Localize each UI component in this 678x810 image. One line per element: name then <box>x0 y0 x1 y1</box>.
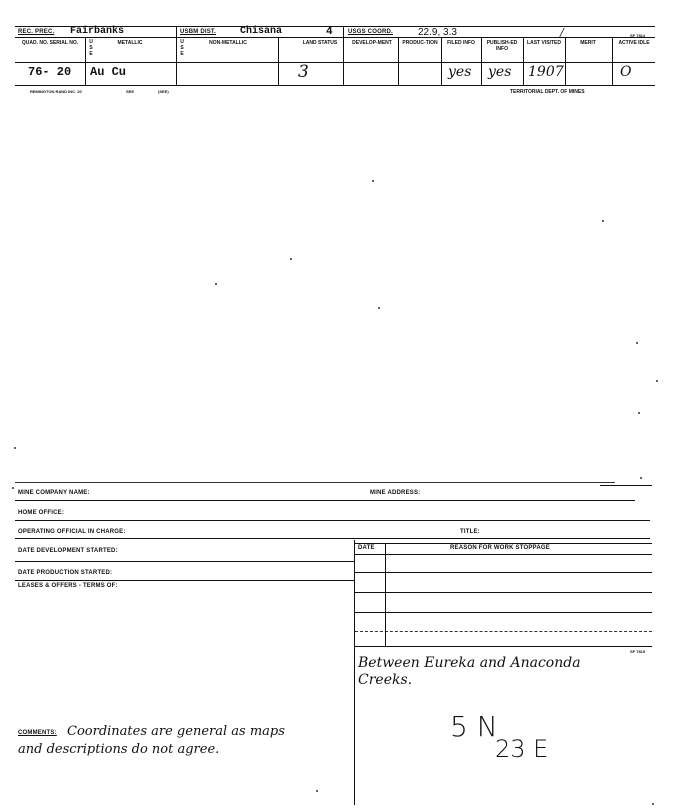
form-number: SF 7814 <box>630 33 646 38</box>
home-office-label: HOME OFFICE: <box>18 510 65 516</box>
metallic-header: METALLIC <box>117 40 143 46</box>
mine-address-label: MINE ADDRESS: <box>370 490 421 496</box>
leases-label: LEASES & OFFERS - TERMS OF: <box>18 583 118 589</box>
mine-company-name-label: MINE COMPANY NAME: <box>18 490 90 496</box>
see-label-2: (SEE) <box>158 89 169 94</box>
rec-prec-value: Fairbanks <box>70 26 125 37</box>
range-note: 23 E <box>495 735 549 763</box>
usbm-dist-value: Chisana <box>240 26 283 37</box>
published-info-value: yes <box>488 64 512 80</box>
usbm-dist-label: USBM DIST. <box>180 29 217 35</box>
operating-official-label: OPERATING OFFICIAL IN CHARGE: <box>18 529 126 535</box>
location-note-line-2: Creeks. <box>358 672 413 688</box>
last-visited-value: 1907 <box>528 64 564 80</box>
usgs-coord-mark: / <box>560 26 564 39</box>
date-column-header: DATE <box>358 545 375 551</box>
reason-column-header: REASON FOR WORK STOPPAGE <box>450 545 550 551</box>
use-metallic-header: U S E <box>89 39 93 57</box>
see-label: SEE <box>126 89 135 94</box>
quad-serial-value: 76- 20 <box>28 65 72 79</box>
rec-prec-label: REC. PREC. <box>18 29 55 35</box>
department-label: TERRITORIAL DEPT. OF MINES <box>510 89 585 95</box>
land-status-header: LAND STATUS <box>302 40 338 46</box>
active-idle-header: ACTIVE IDLE <box>618 40 650 46</box>
date-production-label: DATE PRODUCTION STARTED: <box>18 570 113 576</box>
metallic-value: Au Cu <box>90 65 127 79</box>
printer-label: REMINGTON RAND INC. 20 <box>30 89 82 94</box>
location-note-line-1: Between Eureka and Anaconda <box>358 655 581 671</box>
production-header: PRODUC-TION <box>402 40 438 46</box>
date-development-label: DATE DEVELOPMENT STARTED: <box>18 548 118 554</box>
comments-text-line-2: and descriptions do not agree. <box>18 742 220 757</box>
comments-text-line-1: Coordinates are general as maps <box>67 724 285 739</box>
merit-header: MERIT <box>580 40 596 46</box>
township-note: 5 N <box>450 710 498 743</box>
land-status-value: 3 <box>298 62 309 82</box>
nonmetallic-header: NON-METALLIC <box>209 40 247 46</box>
usgs-coord-value: 22.9, 3.3 <box>418 27 457 38</box>
usbm-dist-number: 4 <box>326 26 333 38</box>
filed-info-header: FILED INFO <box>447 40 475 46</box>
usgs-coord-label: USGS COORD. <box>348 29 393 35</box>
active-idle-value: O <box>620 64 632 80</box>
form-number-2: SF 7815 <box>630 649 646 654</box>
title-label: TITLE: <box>460 529 480 535</box>
use-nonmetallic-header: U S E <box>180 39 184 57</box>
filed-info-value: yes <box>448 64 472 80</box>
quad-serial-header: QUAD. NO. SERIAL NO. <box>21 40 79 46</box>
comments-label: COMMENTS: <box>18 730 57 736</box>
last-visited-header: LAST VISITED <box>527 40 561 46</box>
development-header: DEVELOP-MENT <box>352 40 392 46</box>
published-info-header: PUBLISH-ED INFO <box>486 40 518 52</box>
